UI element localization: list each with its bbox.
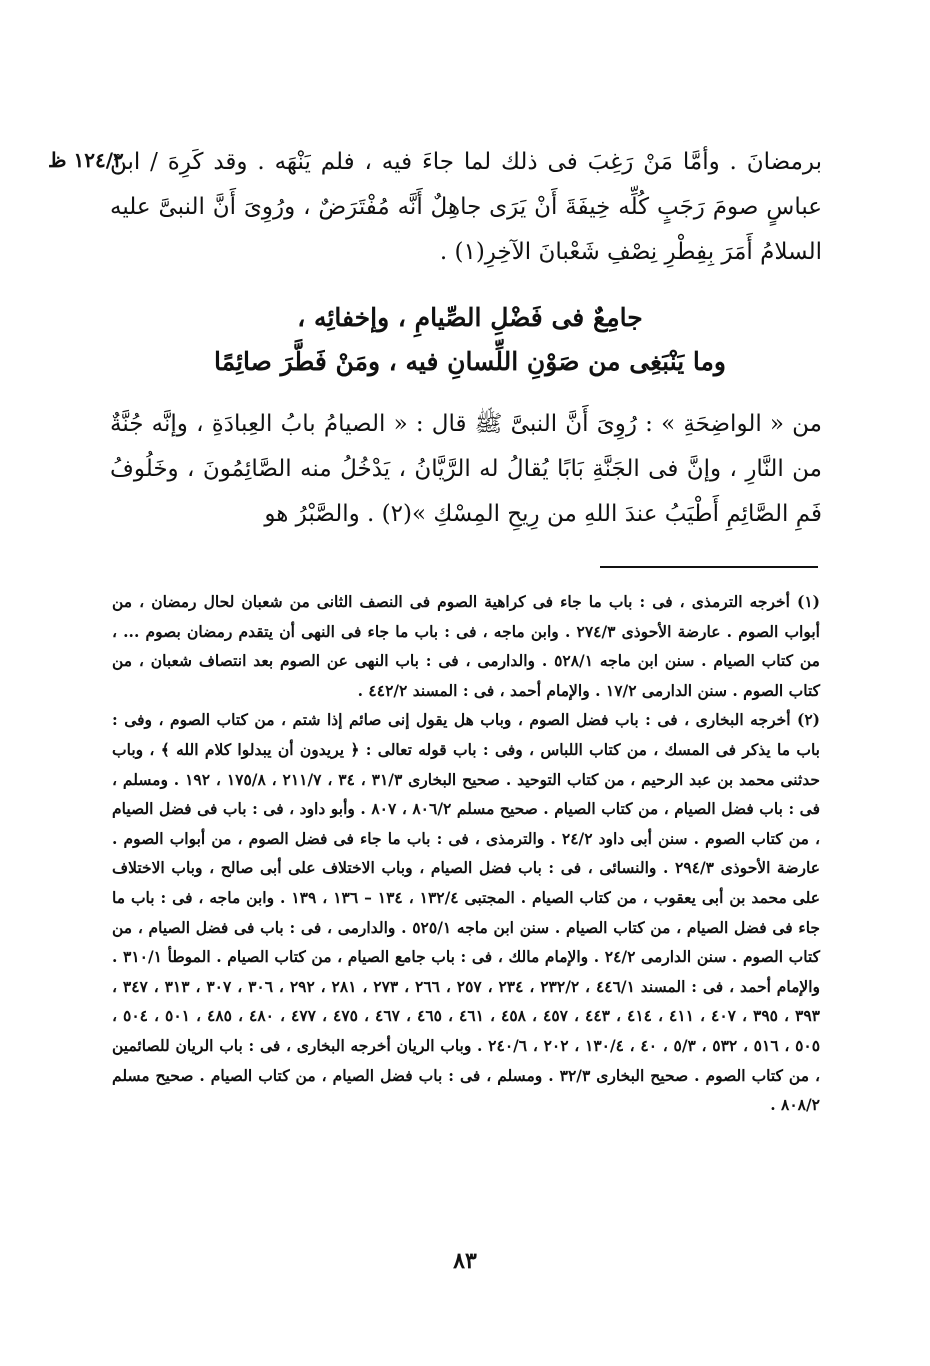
footnote-1: (١) أخرجه الترمذى ، فى : باب ما جاء فى كراهية الصوم فى النصف الثانى من شعبان لحال رمضان ، من أبواب الصوم . عارضة الأحوذى ٢٧٤/٣ . وابن ماجه ، فى : باب ما جاء فى النهى أن يتقدم رمضان بصوم ... ، من كتاب الصيام . سنن ابن ماجه ٥٢٨/١ . والدارمى ، فى : باب النهى عن الصوم بعد انتصاف شعبان ، من كتاب الصوم . سنن الدارمى ١٧/٢ . والإمام أحمد ، فى : المسند ٤٤٢/٢ . — [112, 592, 820, 700]
paragraph-1: برمضانَ . وأمَّا مَنْ رَغِبَ فى ذلك لما جاءَ فيه ، فلم يَنْهَه . وقد كَرِهَ / ابنُ عباسٍ صومَ رَجَبٍ كُلِّه خِيفَةَ أَنْ يَرَى جاهِلٌ أَنَّه مُفْتَرَضٌ ، ورُوِىَ أَنَّ النبىَّ عليه السلامُ أَمَرَ بِفِطْرِ نِصْفِ شَعْبانَ الآخِرِ(١) . — [110, 149, 822, 265]
footnote-separator — [600, 566, 818, 568]
footnote-2: (٢) أخرجه البخارى ، فى : باب فضل الصوم ، وباب هل يقول إنى صائم إذا شتم ، من كتاب الصوم ، وفى : باب ما يذكر فى المسك ، من كتاب اللباس ، وفى : باب قوله تعالى : ﴿ يريدون أن يبدلوا كلام الله ﴾ ، وباب حدثنى محمد بن عبد الرحيم ، من كتاب التوحيد . صحيح البخارى ٣١/٣ ، ٣٤ ، ٢١١/٧ ، ١٧٥/٨ ، ١٩٢ . ومسلم ، فى : باب فضل الصيام ، من كتاب الصيام . صحيح مسلم ٨٠٦/٢ ، ٨٠٧ . وأبو داود ، فى : باب فى فضل الصيام ، من كتاب الصوم . سنن أبى داود ٢٤/٢ . والترمذى ، فى : باب ما جاء فى فضل الصوم ، من أبواب الصوم . عارضة الأحوذى ٢٩٤/٣ . والنسائى ، فى : باب فضل الصيام ، وباب الاختلاف على أبى صالح ، وباب الاختلاف على محمد بن أبى يعقوب ، من كتاب الصيام . المجتبى ١٣٢/٤ ، ١٣٤ – ١٣٦ ، ١٣٩ . وابن ماجه ، فى : باب ما جاء فى فضل الصيام ، من كتاب الصيام . سنن ابن ماجه ٥٢٥/١ . والدارمى ، فى : باب فى فضل الصيام ، من كتاب الصوم . سنن الدارمى ٢٤/٢ . والإمام مالك ، فى : باب جامع الصيام ، من كتاب الصيام . الموطأ ٣١٠/١ . والإمام أحمد ، فى : المسند ٤٤٦/١ ، ٢٣٢/٢ ، ٢٣٤ ، ٢٥٧ ، ٢٦٦ ، ٢٧٣ ، ٢٨١ ، ٢٩٢ ، ٣٠٦ ، ٣٠٧ ، ٣١٣ ، ٣٤٧ ، ٣٩٣ ، ٣٩٥ ، ٤٠٧ ، ٤١١ ، ٤١٤ ، ٤٤٣ ، ٤٥٧ ، ٤٥٨ ، ٤٦١ ، ٤٦٥ ، ٤٦٧ ، ٤٧٥ ، ٤٧٧ ، ٤٨٠ ، ٤٨٥ ، ٥٠١ ، ٥٠٤ ، ٥٠٥ ، ٥١٦ ، ٥٣٢ ، ٥/٣ ، ٤٠ ، ١٣٠/٤ ، ٢٠٢ ، ٢٤٠/٦ . وباب الريان أخرجه البخارى ، فى : باب الريان للصائمين ، من كتاب الصوم . صحيح البخارى ٣٢/٣ . ومسلم ، فى : باب فضل الصيام ، من كتاب الصيام . صحيح مسلم ٨٠٨/٢ . — [112, 710, 821, 1115]
heading-line-2: وما يَنْبَغِى من صَوْنِ اللِّسانِ فيه ، ومَنْ فَطَّرَ صائِمًا — [214, 347, 726, 376]
main-text-top — [110, 140, 822, 275]
paragraph-2: من « الواضِحَةِ » : رُوِىَ أَنَّ النبىَّ ﷺ قال : « الصيامُ بابُ العِبادَةِ ، وإنَّه جُنَّةٌ من النَّارِ ، وإنَّ فى الجَنَّةِ بَابًا يُقالُ له الرَّيَّانُ ، يَدْخُلُ منه الصَّائِمُونَ ، وخَلُوفُ فَمِ الصَّائِمِ أَطْيَبُ عندَ اللهِ من رِيحِ المِسْكِ »(٢) . والصَّبْرُ هو — [110, 411, 822, 527]
section-heading — [150, 296, 790, 384]
page-number: ٨٣ — [453, 1248, 477, 1274]
main-text-bottom — [110, 402, 822, 537]
footnotes — [112, 587, 820, 1120]
heading-line-1: جامِعٌ فى فَضْلِ الصِّيامِ ، وإخفائِه ، — [297, 303, 643, 332]
margin-folio-note: ١٢٤/٢ ظ — [48, 148, 124, 172]
